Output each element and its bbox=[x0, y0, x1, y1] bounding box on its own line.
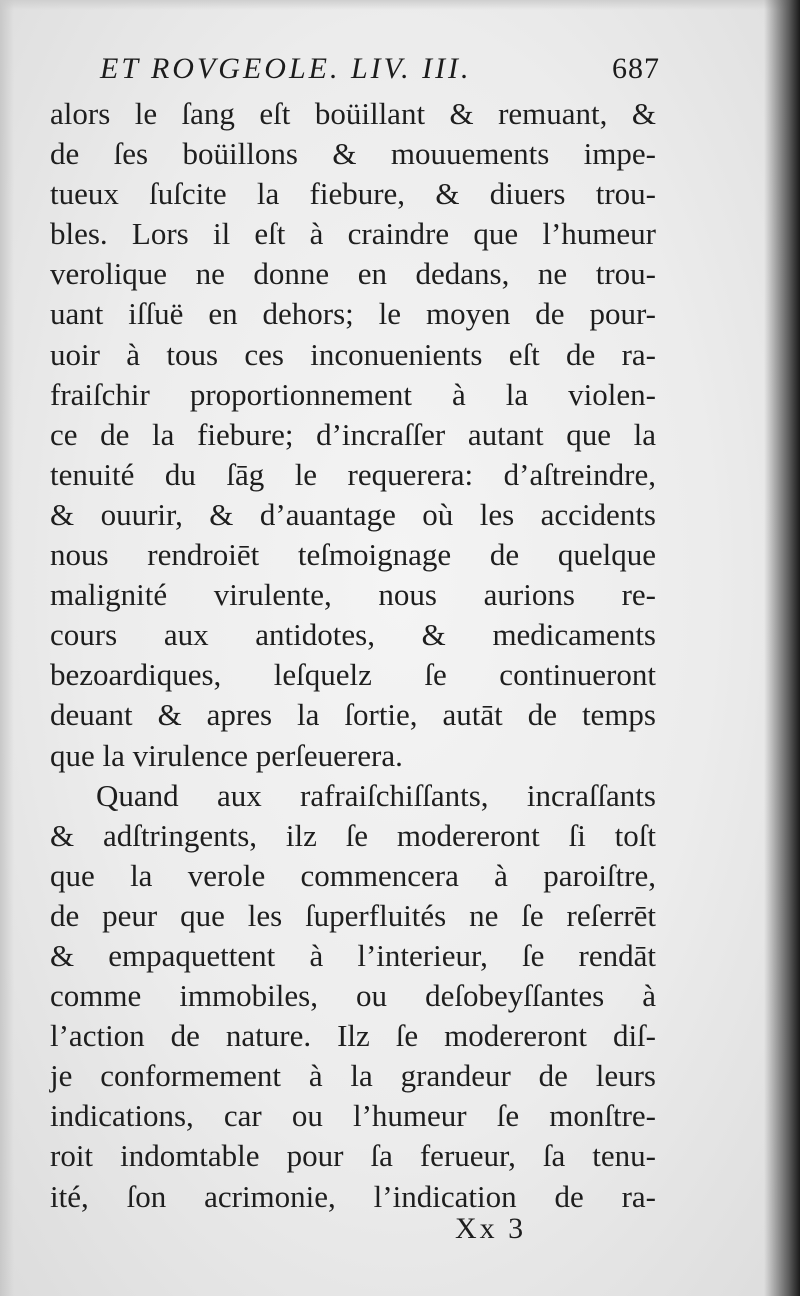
text-line: & empaquettent à l’interieur, ſe rendāt bbox=[50, 937, 656, 973]
text-line: je conformement à la grandeur de leurs bbox=[50, 1058, 656, 1094]
text-line: de peur que les ſuperfluités ne ſe reſerrēt bbox=[50, 897, 656, 933]
text-line: verolique ne donne en dedans, ne trou- bbox=[50, 256, 656, 292]
text-line: & ouurir, & d’auantage où les accidents bbox=[50, 496, 656, 532]
text-line: roit indomtable pour ſa ferueur, ſa tenu- bbox=[50, 1138, 656, 1174]
text-line: nous rendroiēt teſmoignage de quelque bbox=[50, 537, 656, 573]
text-line: Quand aux rafraiſchiſſants, incraſſants bbox=[96, 777, 656, 813]
text-line: ité, ſon acrimonie, l’indication de ra- bbox=[50, 1178, 656, 1214]
text-line: alors le ſang eſt boüillant & remuant, & bbox=[50, 96, 656, 131]
text-line: de ſes boüillons & mouuements impe- bbox=[50, 136, 656, 172]
body-text bbox=[50, 94, 656, 1217]
text-line: uant iſſuë en dehors; le moyen de pour- bbox=[50, 296, 656, 332]
page-number: 687 bbox=[612, 52, 660, 85]
text-line: fraiſchir proportionnement à la violen- bbox=[50, 376, 656, 412]
text-line: que la virulence perſeuerera. bbox=[50, 737, 403, 773]
text-line: bezoardiques, leſquelz ſe continueront bbox=[50, 657, 656, 693]
running-header bbox=[100, 52, 660, 92]
text-line: bles. Lors il eſt à craindre que l’humeur bbox=[50, 216, 656, 252]
running-title: ET ROVGEOLE. LIV. III. bbox=[100, 52, 472, 85]
text-line: comme immobiles, ou deſobeyſſantes à bbox=[50, 978, 656, 1014]
text-line: tueux ſuſcite la fiebure, & diuers trou- bbox=[50, 176, 656, 212]
paragraph-2 bbox=[50, 776, 656, 1217]
page-gutter-shadow bbox=[764, 0, 800, 1296]
text-line: malignité virulente, nous aurions re- bbox=[50, 577, 656, 613]
text-line: uoir à tous ces inconuenients eſt de ra- bbox=[50, 336, 656, 372]
paragraph-1 bbox=[50, 94, 656, 776]
page-shadow-top bbox=[0, 0, 800, 10]
text-line: ce de la fiebure; d’incraſſer autant que la bbox=[50, 416, 656, 452]
signature-mark: Xx 3 bbox=[455, 1212, 527, 1245]
text-line: que la verole commencera à paroiſtre, bbox=[50, 857, 656, 893]
text-line: & adſtringents, ilz ſe modereront ſi toſt bbox=[50, 817, 656, 853]
text-line: deuant & apres la ſortie, autāt de temps bbox=[50, 697, 656, 733]
text-line: l’action de nature. Ilz ſe modereront diſ- bbox=[50, 1018, 656, 1054]
page-shadow-left bbox=[0, 0, 14, 1296]
text-line: cours aux antidotes, & medicaments bbox=[50, 617, 656, 653]
text-line: indications, car ou l’humeur ſe monſtre- bbox=[50, 1098, 656, 1134]
text-line: tenuité du ſāg le requerera: d’aſtreindre, bbox=[50, 456, 656, 492]
